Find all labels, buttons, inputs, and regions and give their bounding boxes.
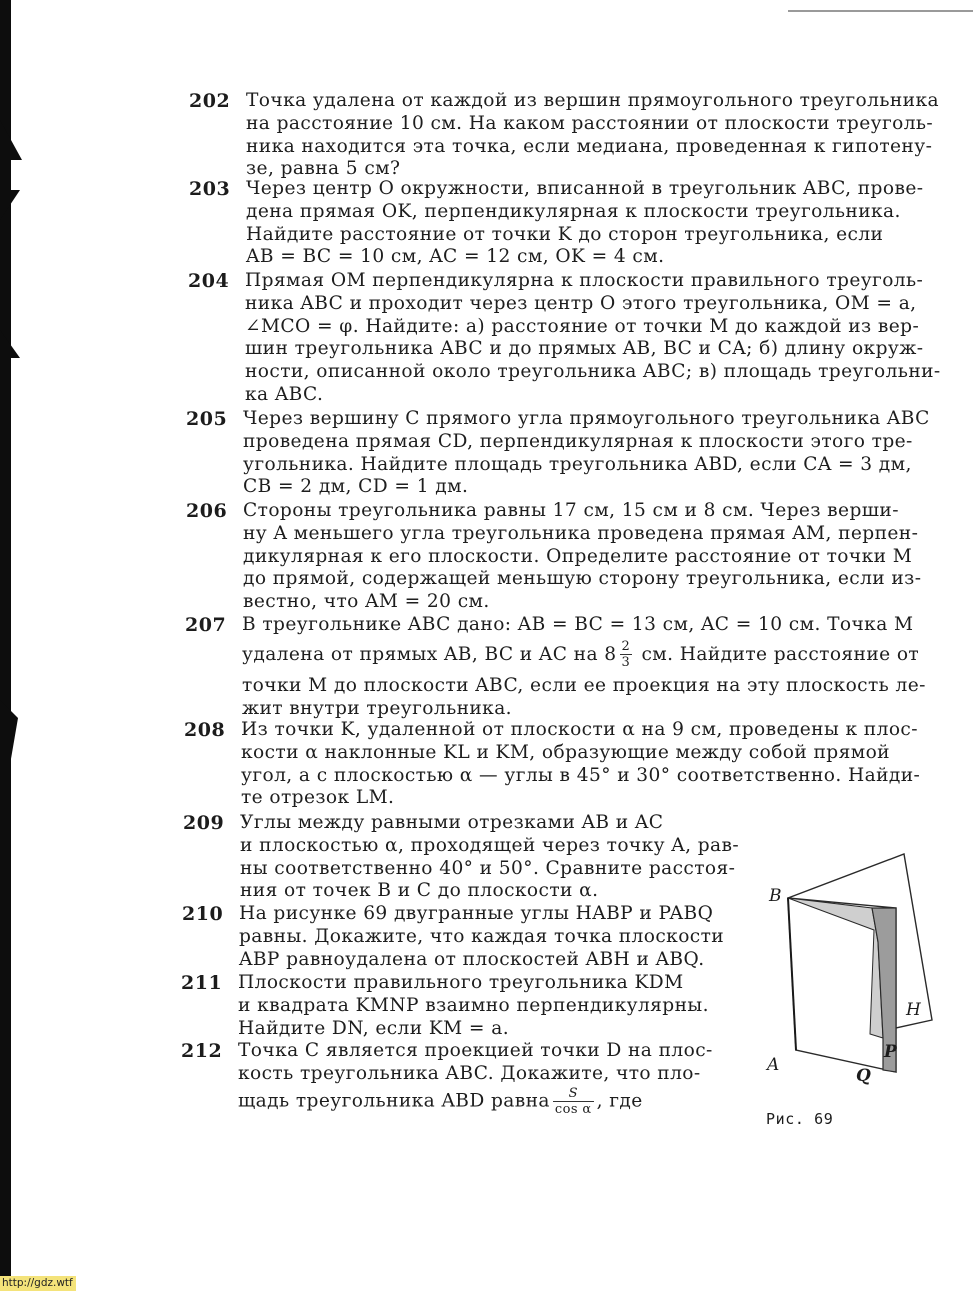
text-line: до прямой, содержащей меньшую сторону треугольника, если из- — [243, 568, 922, 590]
fraction-denominator: cos α — [554, 1101, 592, 1117]
problem-text — [246, 90, 939, 181]
text-line: ния от точек B и C до плоскости α. — [240, 880, 599, 902]
text-line: Найдите расстояние от точки K до сторон треугольника, если — [246, 223, 884, 245]
fraction — [620, 639, 633, 670]
label-b: B — [769, 886, 782, 906]
scan-edge-mark — [0, 120, 22, 160]
text-line: дикулярная к его плоскости. Определите расстояние от точки M — [243, 545, 913, 567]
text-line: угол, а с плоскостью α — углы в 45° и 30° соответственно. Найди- — [241, 764, 921, 786]
dihedral-angles-diagram — [760, 850, 960, 1090]
text-line: ности, описанной около треугольника ABC; в) площадь треугольни- — [245, 361, 941, 383]
problem-text — [241, 719, 925, 810]
text-line: ника ABC и проходит через центр O этого треугольника, OM = a, — [245, 292, 917, 314]
text-line: зе, равна 5 см? — [246, 158, 401, 180]
text-line: ны соответственно 40° и 50°. Сравните расстоя- — [240, 857, 736, 879]
problem-number: 211 — [181, 972, 223, 994]
text-line: те отрезок LM. — [241, 787, 395, 809]
problem-number: 205 — [186, 408, 228, 430]
problem-text — [239, 903, 731, 971]
problem-number: 203 — [189, 178, 231, 200]
problem-number: 208 — [184, 719, 226, 741]
text-line: Плоскости правильного треугольника KDM — [238, 972, 684, 993]
text-line: точки M до плоскости ABC, если ее проекция на эту плоскость ле- — [242, 674, 926, 696]
text-line: кости α наклонные KL и KM, образующие между собой прямой — [241, 741, 890, 763]
problem-number: 209 — [183, 812, 225, 834]
problem-number: 207 — [185, 614, 227, 636]
text-line: и плоскостью α, проходящей через точку A, рав- — [240, 834, 740, 856]
text-line: Прямая OM перпендикулярна к плоскости правильного треуголь- — [245, 270, 924, 291]
problem-number: 206 — [186, 500, 228, 522]
text-fragment: , где — [596, 1090, 643, 1112]
problem-text — [242, 614, 926, 720]
text-fragment: см. Найдите расстояние от — [641, 643, 920, 665]
text-line: и квадрата KMNP взаимно перпендикулярны. — [238, 994, 709, 1016]
text-line: вестно, что AM = 20 см. — [243, 591, 490, 613]
text-line: ка ABC. — [245, 383, 324, 405]
problem-text — [246, 178, 930, 269]
text-line: равны. Докажите, что каждая точка плоскости — [239, 925, 725, 947]
problem-text — [240, 812, 740, 903]
label-h: H — [906, 1000, 921, 1020]
problem-text — [243, 408, 930, 499]
text-line: ABP равноудалена от плоскостей ABH и ABQ. — [239, 948, 705, 970]
figure-69 — [760, 850, 960, 1090]
label-p: P — [884, 1042, 897, 1062]
problem-number: 202 — [189, 90, 231, 112]
figure-caption: Рис. 69 — [766, 1110, 834, 1128]
text-line: на расстояние 10 см. На каком расстоянии от плоскости треуголь- — [246, 112, 934, 134]
text-line: CB = 2 дм, CD = 1 дм. — [243, 476, 469, 498]
problem-text — [245, 270, 941, 407]
fraction-numerator: S — [553, 1086, 594, 1102]
text-line: угольника. Найдите площадь треугольника ABD, если CA = 3 дм, — [243, 453, 912, 475]
problem-number: 204 — [188, 270, 230, 292]
text-line: Через вершину C прямого угла прямоугольного треугольника ABC — [243, 408, 930, 429]
text-line: ну A меньшего угла треугольника проведена прямая AM, перпен- — [243, 522, 919, 544]
text-line: Из точки K, удаленной от плоскости α на 9 см, проведены к плос- — [241, 719, 918, 740]
text-line: кость треугольника ABC. Докажите, что пло- — [238, 1062, 701, 1084]
text-line: В треугольнике ABC дано: AB = BC = 13 см, AC = 10 см. Точка M — [242, 614, 914, 635]
top-rule — [788, 10, 973, 12]
problem-text — [243, 500, 927, 614]
scan-edge-mark — [0, 700, 18, 760]
label-q: Q — [856, 1066, 871, 1086]
text-line: Точка удалена от каждой из вершин прямоугольного треугольника — [246, 90, 939, 111]
fraction-denominator: 3 — [621, 655, 631, 671]
text-line: На рисунке 69 двугранные углы HABP и PABQ — [239, 903, 714, 924]
text-line: ∠MCO = φ. Найдите: а) расстояние от точки M до каждой из вер- — [245, 315, 920, 337]
problem-text — [238, 1040, 730, 1117]
text-line: ника находится эта точка, если медиана, проведенная к гипотену- — [246, 135, 933, 157]
text-line: жит внутри треугольника. — [242, 697, 512, 719]
fraction — [553, 1086, 594, 1117]
text-line: Найдите DN, если KM = a. — [238, 1017, 510, 1039]
text-line: Точка C является проекцией точки D на плос- — [238, 1040, 713, 1061]
watermark-link[interactable]: http://gdz.wtf — [0, 1276, 76, 1291]
text-line-with-fraction — [242, 637, 926, 673]
problem-text — [238, 972, 730, 1040]
text-line: Стороны треугольника равны 17 см, 15 см и 8 см. Через верши- — [243, 500, 899, 521]
text-fragment: щадь треугольника ABD равна — [238, 1090, 550, 1112]
text-line: Углы между равными отрезками AB и AC — [240, 812, 664, 833]
text-line: Через центр O окружности, вписанной в треугольник ABC, прове- — [246, 178, 924, 199]
problem-number: 212 — [181, 1040, 223, 1062]
problem-number: 210 — [182, 903, 224, 925]
text-line: проведена прямая CD, перпендикулярная к плоскости этого тре- — [243, 430, 913, 452]
text-fragment: удалена от прямых AB, BC и AC на 8 — [242, 643, 617, 665]
text-line-with-fraction — [238, 1086, 730, 1117]
text-line: AB = BC = 10 см, AC = 12 см, OK = 4 см. — [246, 246, 665, 268]
label-a: A — [767, 1055, 780, 1075]
text-line: шин треугольника ABC и до прямых AB, BC и CA; б) длину окруж- — [245, 338, 924, 360]
fraction-numerator: 2 — [621, 639, 631, 655]
text-line: дена прямая OK, перпендикулярная к плоскости треугольника. — [246, 200, 901, 222]
